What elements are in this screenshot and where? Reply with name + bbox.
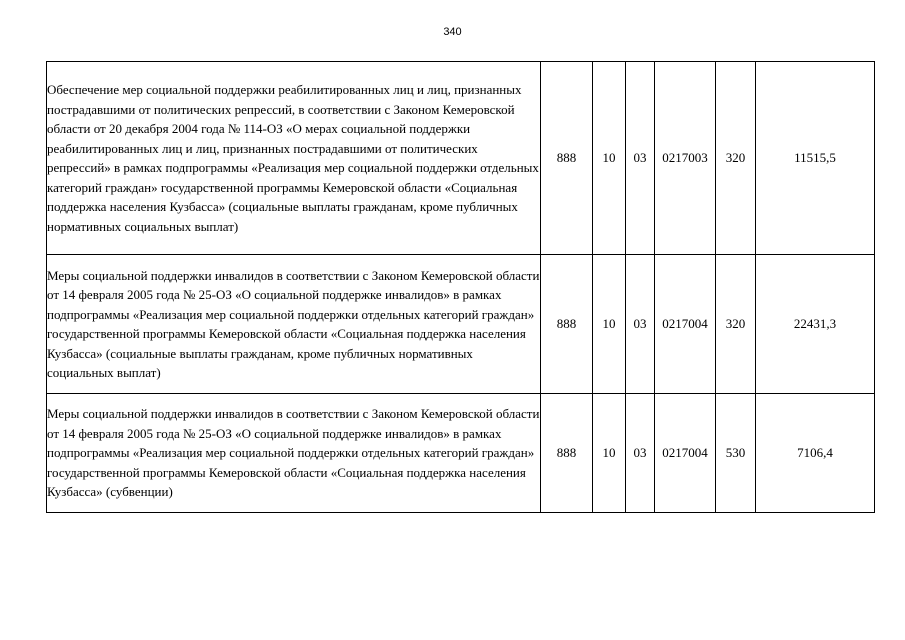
- amount: 7106,4: [756, 394, 875, 513]
- section-code: 10: [593, 62, 626, 255]
- expense-type-code: 320: [716, 255, 756, 394]
- expense-type-code: 530: [716, 394, 756, 513]
- amount: 22431,3: [756, 255, 875, 394]
- amount: 11515,5: [756, 62, 875, 255]
- ministry-code: 888: [541, 255, 593, 394]
- subsection-code: 03: [626, 394, 655, 513]
- page-number: 340: [443, 26, 462, 38]
- row-description: Меры социальной поддержки инвалидов в соответствии с Законом Кемеровской области от 14 февраля 2005 года № 25-ОЗ «О социальной поддержке инвалидов» в рамках подпрограммы «Реализация мер социальной поддержки отдельных категорий граждан» государственной программы Кемеровской области «Социальная поддержка населения Кузбасса» (социальные выплаты гражданам, кроме публичных нормативных социальных выплат): [47, 255, 541, 394]
- table-row: [47, 394, 875, 513]
- table-row: [47, 255, 875, 394]
- expense-type-code: 320: [716, 62, 756, 255]
- section-code: 10: [593, 394, 626, 513]
- target-article-code: 0217003: [655, 62, 716, 255]
- table-row: [47, 62, 875, 255]
- subsection-code: 03: [626, 62, 655, 255]
- target-article-code: 0217004: [655, 255, 716, 394]
- ministry-code: 888: [541, 394, 593, 513]
- target-article-code: 0217004: [655, 394, 716, 513]
- row-description: Обеспечение мер социальной поддержки реабилитированных лиц и лиц, признанных пострадавшими от политических репрессий, в соответствии с Законом Кемеровской области от 20 декабря 2004 года № 114-ОЗ «О мерах социальной поддержки реабилитированных лиц и лиц, признанных пострадавшими от политических репрессий» в рамках подпрограммы «Реализация мер социальной поддержки отдельных категорий граждан» государственной программы Кемеровской области «Социальная поддержка населения Кузбасса» (социальные выплаты гражданам, кроме публичных нормативных социальных выплат): [47, 62, 541, 255]
- subsection-code: 03: [626, 255, 655, 394]
- budget-table: [46, 61, 875, 513]
- section-code: 10: [593, 255, 626, 394]
- row-description: Меры социальной поддержки инвалидов в соответствии с Законом Кемеровской области от 14 февраля 2005 года № 25-ОЗ «О социальной поддержке инвалидов» в рамках подпрограммы «Реализация мер социальной поддержки отдельных категорий граждан» государственной программы Кемеровской области «Социальная поддержка населения Кузбасса» (субвенции): [47, 394, 541, 513]
- ministry-code: 888: [541, 62, 593, 255]
